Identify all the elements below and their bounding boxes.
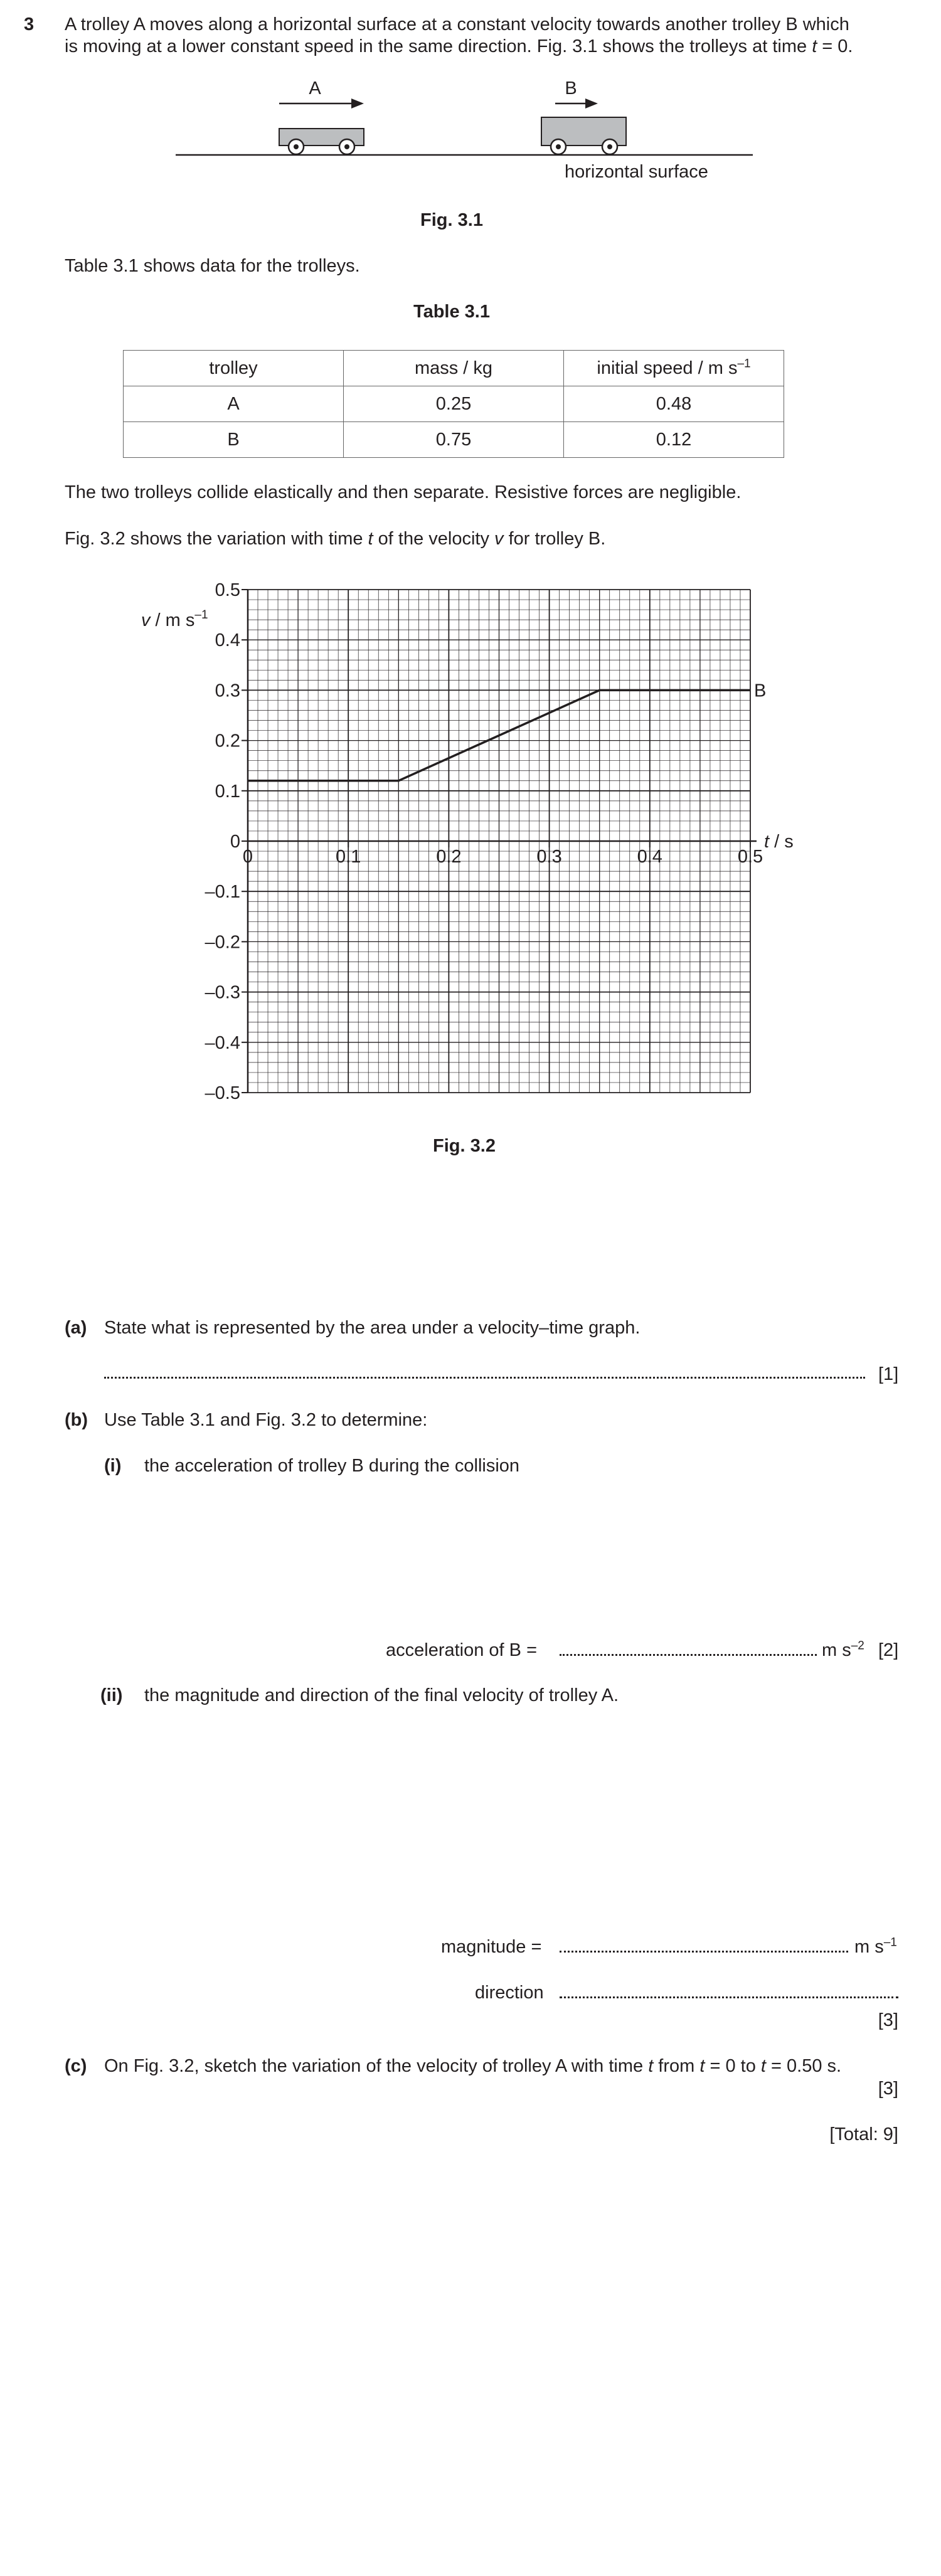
trolley-a-label: A	[309, 78, 321, 98]
trolley-a	[279, 98, 364, 154]
y-tick-label: 0.4	[215, 630, 240, 651]
acceleration-unit: m $s^{-2}$	[822, 1639, 864, 1660]
part-b-i-text: the acceleration of trolley B during the collision	[144, 1456, 520, 1476]
row-b-trolley: B	[124, 422, 344, 458]
y-tick-label: –0.4	[205, 1032, 240, 1053]
x-tick-label: 0.4	[637, 847, 662, 867]
y-tick-label: –0.1	[205, 882, 240, 903]
row-a-mass: 0.25	[344, 386, 564, 422]
x-tick-label: 0.3	[536, 847, 562, 867]
row-a-speed: 0.48	[564, 386, 784, 422]
x-tick-label: 0.1	[336, 847, 361, 867]
y-tick-label: –0.5	[205, 1083, 240, 1103]
total-marks: [Total: 9]	[829, 2124, 898, 2144]
part-b-ii-text: the magnitude and direction of the final velocity of trolley A.	[144, 1685, 619, 1705]
fig31-diagram	[169, 75, 759, 188]
y-tick-label: 0.3	[215, 681, 240, 701]
table-row	[124, 386, 784, 422]
fig32-intro: Fig. 3.2 shows the variation with time t of the velocity v for trolley B.	[65, 529, 606, 549]
header-mass: mass / kg	[344, 351, 564, 386]
x-axis-label: t / s	[764, 832, 794, 852]
part-b-text: Use Table 3.1 and Fig. 3.2 to determine:	[104, 1410, 428, 1430]
velocity-time-chart	[0, 564, 941, 1116]
table-row	[124, 422, 784, 458]
part-a-answer-line[interactable]	[104, 1377, 865, 1379]
direction-answer-line[interactable]	[560, 1996, 898, 1998]
x-tick-label: 0.2	[436, 847, 462, 867]
part-b-ii-marks: [3]	[878, 2010, 898, 2030]
question-number: 3	[24, 14, 35, 34]
intro-line-1: A trolley A moves along a horizontal surface at a constant velocity towards another trolley B which	[65, 14, 849, 34]
part-b-label: (b)	[65, 1410, 88, 1430]
y-tick-label: –0.2	[205, 932, 240, 953]
part-c-label: (c)	[65, 2056, 87, 2076]
x-tick-label: 0.5	[737, 847, 763, 867]
magnitude-label: magnitude =	[441, 1937, 542, 1957]
trolley-b	[541, 98, 626, 154]
intro-line-2: is moving at a lower constant speed in the same direction. Fig. 3.1 shows the trolleys at time t = 0.	[65, 36, 853, 56]
part-a-marks: [1]	[878, 1364, 899, 1384]
part-b-ii-label: (ii)	[100, 1685, 123, 1705]
trolley-data-table	[123, 350, 784, 458]
y-tick-label: –0.3	[205, 982, 240, 1003]
surface-label: horizontal surface	[565, 162, 708, 182]
y-axis-label: v / m $s^{-1}$	[141, 608, 208, 630]
part-c-text: On Fig. 3.2, sketch the variation of the velocity of trolley A with time t from t = 0 to t = 0.50 s.	[104, 2056, 842, 2076]
x-tick-label: 0	[242, 847, 253, 867]
acceleration-answer-label: acceleration of B =	[386, 1640, 538, 1660]
header-speed: initial speed / m $s^{-1}$	[564, 351, 784, 386]
trolley-b-label: B	[565, 78, 577, 98]
series-label-b: B	[754, 681, 767, 701]
y-tick-label: 0.2	[215, 731, 240, 751]
y-tick-label: 0.1	[215, 781, 240, 802]
part-b-i-label: (i)	[104, 1456, 122, 1476]
y-tick-label: 0	[230, 832, 240, 852]
part-a-label: (a)	[65, 1318, 87, 1338]
magnitude-answer-line[interactable]	[560, 1951, 848, 1953]
header-trolley: trolley	[124, 351, 344, 386]
direction-label: direction	[475, 1983, 544, 2003]
magnitude-unit: m $s^{-1}$	[854, 1936, 897, 1957]
y-tick-label: 0.5	[215, 580, 240, 600]
acceleration-answer-line[interactable]	[560, 1654, 817, 1656]
fig32-caption: Fig. 3.2	[433, 1136, 496, 1156]
part-a-text: State what is represented by the area under a velocity–time graph.	[104, 1318, 641, 1338]
table-intro: Table 3.1 shows data for the trolleys.	[65, 256, 360, 276]
table-caption: Table 3.1	[413, 302, 490, 322]
table-header-row	[124, 351, 784, 386]
row-b-speed: 0.12	[564, 422, 784, 458]
collision-text: The two trolleys collide elastically and then separate. Resistive forces are negligible.	[65, 482, 742, 502]
row-a-trolley: A	[124, 386, 344, 422]
row-b-mass: 0.75	[344, 422, 564, 458]
fig31-caption: Fig. 3.1	[420, 210, 483, 230]
part-c-marks: [3]	[878, 2079, 898, 2099]
part-b-i-marks: [2]	[878, 1640, 899, 1660]
